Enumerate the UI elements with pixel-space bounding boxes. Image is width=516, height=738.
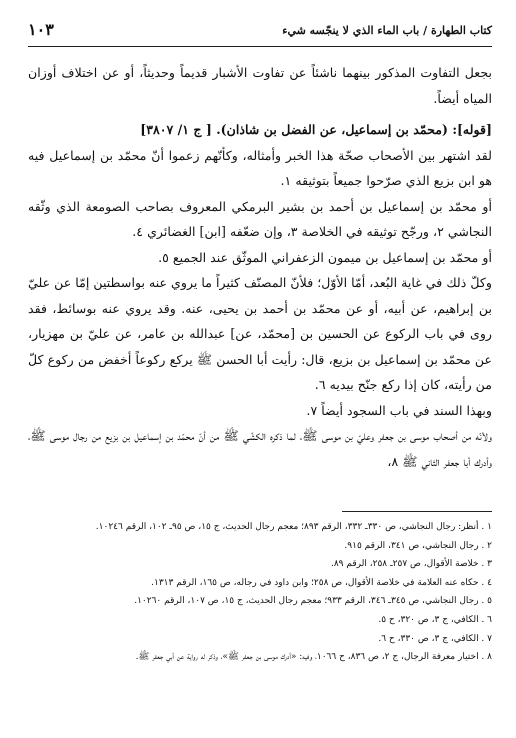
footnote: ٨ . اختيار معرفة الرجال، ج ٢، ص ٨٣٦، ح ١٠٦٦، وفيه: «أدرك موسى بن جعفر ﷺ»، وذكر له رواية عن أبي جعفر ﷺ. bbox=[135, 652, 492, 663]
section-heading bbox=[28, 117, 492, 143]
paragraph: ولأنّه من أصحاب موسى بن جعفر وعليّ بن موسى ﷺ، لما ذكره الكشّي ﷺ من أنّ محمّد بن إسماعيل بن بزيع من رجال موسى ﷺ، وأدرك أبا جعفر الثاني ﷺ ٨، bbox=[28, 428, 492, 469]
paragraph: أو محمّد بن إسماعيل بن أحمد بن بشير البرمكي المعروف بصاحب الصومعة الذي وثّقه النجاشي ٢، ورجّح توثيقه في الخلاصة ٣، وإن ضعّفه [ابن] الغضائري ٤. bbox=[28, 198, 492, 239]
footnote: ٦ . الكافي، ج ٣، ص ٣٢٠، ح ٥. bbox=[378, 614, 492, 625]
page-header bbox=[28, 20, 492, 47]
footnote: ١ . أنظر: رجال النجاشي، ص ٣٣٠ـ ٣٣٢، الرقم ٨٩٣؛ معجم رجال الحديث، ج ١٥، ص ٩٥ـ ١٠٢، الرقم ١٠٢٤٦. bbox=[95, 522, 492, 532]
paragraph: وبهذا السند في باب السجود أيضاً ٧. bbox=[306, 402, 492, 418]
running-title: كتاب الطهارة / باب الماء الذي لا ينجّسه شيء bbox=[282, 24, 492, 37]
quote-heading: [قوله]: (محمّد بن إسماعيل، عن الفضل بن شاذان). [ ج ١/ ٣٨٠٧] bbox=[140, 122, 492, 137]
footnotes bbox=[28, 518, 492, 667]
footnote: ٥ . رجال النجاشي، ص ٣٤٥ـ ٣٤٦، الرقم ٩٣٣؛ معجم رجال الحديث، ج ١٥، ص ١٠٧، الرقم ١٠٢٦٠. bbox=[134, 596, 492, 607]
footnote: ٧ . الكافي، ج ٣، ص ٣٣٠، ح ٦. bbox=[378, 633, 492, 644]
paragraph: وكلّ ذلك في غاية البُعد، أمّا الأوّل؛ فلأنّ المصنّف كثيراً ما يروي عنه بواسطتين إمّا عن عليّ بن إبراهيم، عن أبيه، أو عن محمّد بن أحمد بن يحيى، عنه. وقد يروي عنه بوسائط، فقد روى في باب الركوع عن الحسين بن [محمّد، عن] عبدالله بن عامر، عن عليّ بن مهزيار، عن محمّد بن إسماعيل بن بزيع، قال: رأيت أبا الحسن ﷺ يركع ركوعاً أخفض من ركوع كلّ من رأيته، كان إذا ركع جنّح بيديه ٦. bbox=[28, 275, 492, 392]
page-number: ١٠٣ bbox=[28, 20, 54, 39]
paragraph: بجعل التفاوت المذكور بينهما ناشئاً عن تفاوت الأشبار قديماً وحديثاً، أو عن اختلاف أوزان المياه أيضاً. bbox=[28, 65, 492, 106]
book-page bbox=[28, 0, 492, 738]
paragraph: أو محمّد بن إسماعيل بن ميمون الزعفراني الموثّق عند الجميع ٥. bbox=[158, 249, 492, 265]
main-text bbox=[28, 60, 492, 474]
footnote-separator bbox=[342, 511, 492, 512]
paragraph: لقد اشتهر بين الأصحاب صحّة هذا الخبر وأمثاله، وكأنّهم زعموا أنّ محمّد بن إسماعيل فيه هو ابن بزيع الذي صرّحوا جميعاً بتوثيقه ١. bbox=[28, 147, 492, 188]
footnote: ٢ . رجال النجاشي، ص ٣٤١، الرقم ٩١٥. bbox=[344, 540, 492, 551]
footnote: ٣ . خلاصة الأقوال، ص ٢٥٧ـ ٢٥٨، الرقم ٨٩. bbox=[330, 559, 492, 570]
footnote: ٤ . حكاه عنه العلامة في خلاصة الأقوال، ص ٢٥٨؛ وابن داود في رجاله، ص ١٦٥، الرقم ١٣١٣. bbox=[151, 577, 492, 588]
